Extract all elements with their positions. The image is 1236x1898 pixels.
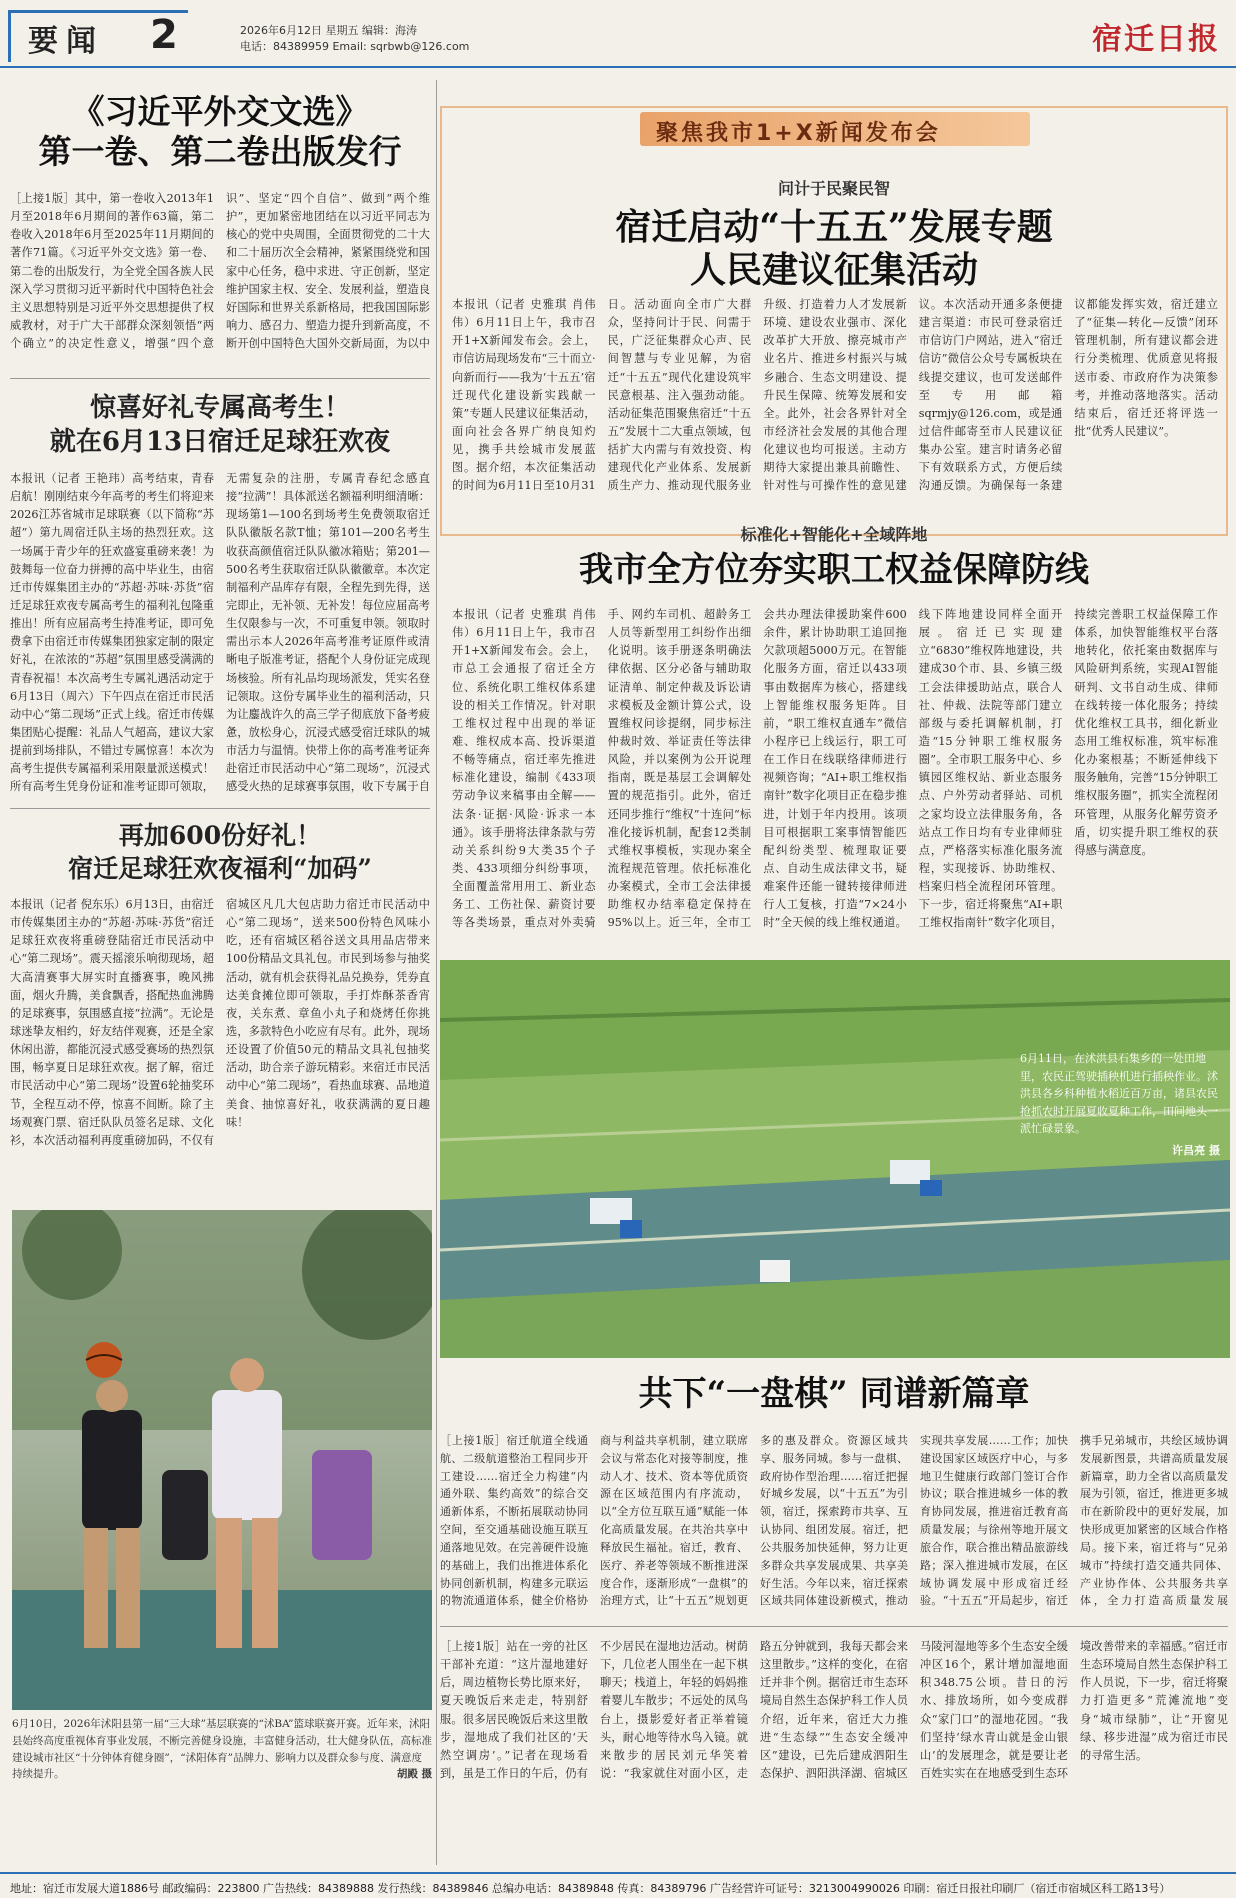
article4-title-line1: 宿迁启动“十五五”发展专题 (615, 206, 1053, 248)
article2-body: 本报讯（记者 王艳玮）高考结束，青春启航！刚刚结束今年高考的考生们将迎来2026江苏省城市足球联赛（以下简称“苏超”）第九周宿迁队主场的热烈狂欢。这一场属于青少年的狂欢盛宴重磅来袭！为鼓舞每一位奋力拼搏的高中毕业生，由宿迁市传媒集团主办的“苏超·苏味·苏货”宿迁足球狂欢夜专属高考生的福利礼包隆重推出！所有应届高考生持准考证，即可免费拿下由宿迁市传媒集团独家定制的限定好礼，在浓浓的“苏超”氛围里感受满满的青春祝福！本次高考生专属礼遇活动定于6月13日（周六）下午四点在宿迁市民活动中心“第二现场”正式上线。宿迁市传媒集团贴心提醒：礼品人气超高，建议大家提前到场排队，不错过专属惊喜！本次为高考生提供专属福利采用限量派送模式！所有高考生凭身份证和准考证即可领取，无需复杂的注册，专属青春纪念感直接“拉满”！具体派送名额福利明细清晰：现场第1—100名到场考生免费领取宿迁队队徽版名款T恤；第101—200名考生收获高颜值宿迁队队徽冰箱贴；第201—500名考生获取宿迁队队徽徽章。本次定制福利产品库存有限，全程先到先得，送完即止，无补领、无补发！每位应届高考生仅限参与一次，不可重复申领。领取时需出示本人2026年高考准考证原件或清晰电子版准考证，搭配个人身份证完成现场核验。所有礼品均现场派发，凭实名登记领取。这份专属毕业生的福利活动，只为让鏖战许久的高三学子彻底放下备考疲惫，放松身心，沉浸式感受宿迁球队的城市活力与温情。快带上你的高考准考证奔赴宿迁市民活动中心“第二现场”，沉浸式感受火热的足球赛事氛围，收下专属于自 (10, 472, 430, 794)
article5-kicker: 标准化+智能化+全域阵地 (740, 525, 928, 544)
article1-title (10, 92, 430, 171)
basketball-caption (12, 1716, 432, 1866)
column-divider (436, 80, 437, 1865)
rice-credit: 许昌亮 摄 (1172, 1143, 1220, 1157)
article6-body: ［上接1版］宿迁航道全线通航、二级航道整治工程同步开工建设……宿迁全力构建“内通外联、集约高效”的综合交通新体系，不断拓展联动协同空间，至交通基础设施互联互通落地见效。在完善硬件设施的基础上，我们出推进体系化协同创新机制，构建多元联运的物流通道体系，健全价格协商与利益共享机制，建立联席会议与常态化对接等制度，推动人才、技术、资本等优质资源在区域范围内有序流动，以“全方位互联互通”赋能一体化高质量发展。在共治共享中释放民生福祉。宿迁，教育、医疗、养老等领域不断推进深度合作，逐渐形成“一盘棋”的治理方式，让“十五五”规划更多的惠及群众。资源区域共享、服务同城。参与一盘棋、政府协作型治理……宿迁把握好城乡发展，以“十五五”为引领，宿迁，探索跨市共享、互认协同、组团发展。宿迁，把公共服务加快延伸，努力让更多群众共享发展成果、共享美好生活。今年以来，宿迁探索区域共同体建设新模式，推动实现共享发展……工作；加快建设国家区域医疗中心，与多地卫生健康行政部门签订合作协议；联合推进城乡一体的教育协同发展，推进宿迁教育高质量发展；与徐州等地开展文旅合作，联合推出精品旅游线路；深入推进城市发展，在区域协调发展中形成宿迁经验。“十五五”开局起步，宿迁携手兄弟城市，共绘区域协调发展新图景，共谱高质量发展新篇章，助力全省以高质量发展为引领，宿迁，推进更多城市在新阶段中的更好发展，加快形成更加紧密的区域合作格局。接下来，宿迁将与“兄弟城市”持续打造交通共同体、产业协作体、公共服务共享体，全力打造高质量发展 (440, 1434, 1228, 1608)
article3-title-line1: 再加600份好礼！ (118, 821, 322, 850)
article2-title (10, 392, 430, 460)
rice-caption-text: 6月11日，在沭洪县石集乡的一处田地里，农民正驾驶插秧机进行插秧作业。沭洪县各乡科种植水稻近百万亩，诸县农民抢抓农时开展夏收夏种工作，田间地头一派忙碌景象。 (1020, 1052, 1218, 1136)
article5-body: 本报讯（记者 史雅琪 肖伟伟）6月11日上午，我市召开1+X新闻发布会。会上，市总工会通报了宿迁全方位、系统化职工维权体系建设的相关工作情况。针对职工维权过程中出现的举证难、维权成本高、投诉渠道不畅等痛点，宿迁率先推进标准化建设，编制《433项劳动争议来稿事由全解——法条·证据·风险·诉求一本通》。该手册将法律条款与劳动关系纠纷9大类35个子类、433项细分纠纷事项，全面覆盖常用用工、新业态务工、工伤社保、薪资讨要等各类场景，重点对外卖骑手、网约车司机、超龄务工人员等新型用工纠纷作出细化说明。该手册逐条明确法律依据、区分必备与辅助取证清单、制定仲裁及诉讼请求模板及金额计算公式，设置维权问诊提纲，同步标注仲裁时效、举证责任等法律风险，并以案例为公开说理指南，既是基层工会调解处置的规范指引。此外，宿迁还同步推行“维权”十连问“标准化接诉机制，配套12类制式维权事模板，实现办案全流程规范管理。依托标准化办案模式，全市工会法律援助维权办结率稳定保持在95%以上。近三年，全市工会共办理法律援助案件600余件，累计协助职工追回拖欠款项超5000万元。在智能化服务方面，宿迁以433项事由数据库为核心，搭建线上智能维权服务矩阵。目前，“职工维权直通车”微信小程序已上线运行，职工可在工作日在线联络律师进行视频咨询；“AI+职工维权指南针”数字化项目正在稳步推进，计划于年内投用。该项目可根据职工案事情智能匹配纠纷类型、梳理取证要点、自动生成法律文书，疑难案件还能一键转接律师进行人工复核，打造“7×24小时”全天候的线上维权通道。线下阵地建设同样全面开展。宿迁已实现建立“6830”维权阵地建设，共建成30个市、县、乡镇三级工会法律援助站点，联合人社、仲裁、法院等部门建立部级与委托调解机制，打造“15分钟职工维权服务圈”。全市职工服务中心、乡镇园区维权站、新业态服务点、户外劳动者驿站、司机之家均设立法律服务角，各站点工作日均有专业律师驻点，严格落实标准化服务流程，实现接诉、协助维权、档案归档全流程闭环管理。下一步，宿迁将聚焦“AI+职工维权指南针”数字化项目，持续完善职工权益保障工作体系，加快智能维权平台落地转化，依托案由数据库与风险研判系统，实现AI智能研判、文书自动生成、律师在线转接一体化服务；持续优化维权工具书，细化新业态用工维权标准，筑牢标准化办案根基；不断延伸线下服务触角，完善“15分钟职工维权服务圈”，抓实全流程闭环管理，从服务化解劳资矛盾，切实提升职工维权的获得感与满意度。 (452, 608, 1218, 930)
article1-body: ［上接1版］其中，第一卷收入2013年1月至2018年6月期间的著作63篇，第二卷收入2018年6月至2025年11月期间的著作71篇。《习近平外交文选》第一卷、第二卷的出版发行，为全党全国各族人民深入学习贯彻习近平新时代中国特色社会主义思想特别是习近平外交思想提供了权威教材，对于广大干部群众深刻领悟“两个确立”的决定性意义，增强“四个意识”、坚定“四个自信”、做到“两个维护”，更加紧密地团结在以习近平同志为核心的党中央周围，全面贯彻党的二十大和二十届历次全会精神，紧紧围绕党和国家中心任务，稳中求进、守正创新，坚定维护国家主权、安全、发展利益，塑造良好国际和世界关系新格局，把我国国际影响力、感召力、塑造力提升到新高度，不断开创中国特色大国外交新局面，为以中 (10, 192, 430, 351)
section-title: 要闻 (28, 24, 104, 59)
masthead-rule (0, 66, 1236, 68)
article3-body: 本报讯（记者 倪东乐）6月13日，由宿迁市传媒集团主办的“苏超·苏味·苏货”宿迁足球狂欢夜将重磅登陆宿迁市民活动中心“第二现场”。震天摇滚乐响彻现场，超大高清赛事大屏实时直播赛事，晚风拂面，烟火升腾，美食飘香，搭配热血沸腾的足球赛事，氛围感直接“拉满”。无论是球迷挚友相约，好友结伴观赛，还是全家休闲出游，都能沉浸式感受赛场的热烈氛围，畅享夏日足球狂欢夜。据了解，宿迁市民活动中心“第二现场”设置6轮抽奖环节，全程互动不停，惊喜不间断。除了主场观赛门票、宿迁队队员签名足球、文化衫，本次活动福利再度重磅加码，不仅有宿城区凡几大包店助力宿迁市民活动中心“第二现场”，送来500份特色风味小吃，还有宿城区稻谷送文具用品店带来100份精品文具礼包。市民到场参与抽奖活动，就有机会获得礼品兑换券，凭券直达美食摊位即可领取，手打炸酥茶香宵夜，关东煮、章鱼小丸子和烧烤任你挑选，多款特色小吃应有尽有。此外，现场还设置了价值50元的精品文具礼包抽奖活动，助合亲子游玩精彩。来宿迁市民活动中心“第二现场”，看热血球赛、品地道美食、抽惊喜好礼，收获满满的夏日趣味！ (10, 898, 430, 1147)
paper-logo: 宿迁日报 (1092, 22, 1220, 57)
press-conference-banner-text: 聚焦我市1+X新闻发布会 (656, 121, 941, 146)
article7-body: ［上接1版］站在一旁的社区干部补充道：“这片湿地建好后，周边植物长势比原来好，夏天晚饭后来走走，特别舒服。很多居民晚饭后来这里散步，湿地成了我们社区的‘天然空调房’。”记者在现场看到，虽是工作日的午后，仍有不少居民在湿地边活动。树荫下，几位老人围坐在一起下棋聊天；栈道上，年轻的妈妈推着婴儿车散步；不远处的凤鸟台上，摄影爱好者正举着镜头，耐心地等待水鸟入镜。就来散步的居民刘元华笑着说：“我家就住对面小区，走路五分钟就到，我每天都会来这里散步。”这样的变化，在宿迁并非个例。据宿迁市生态环境局自然生态保护科工作人员介绍，近年来，宿迁大力推进“生态绿”“生态安全缓冲区”建设，已先后建成泗阳生态保护、泗阳洪泽湖、宿城区马陵河湿地等多个生态安全缓冲区16个，累计增加湿地面积348.75公顷。昔日的污水、排放场所，如今变成群众“家门口”的湿地花园。“我们坚持‘绿水青山就是金山银山’的发展理念，就是要让老百姓实实在在地感受到生态环境改善带来的幸福感。”宿迁市生态环境局自然生态保护科工作人员说，下一步，宿迁将聚力打造更多“荒滩流地”变身“城市绿肺”，让“开窗见绿、移步进湿”成为宿迁市民的寻常生活。 (440, 1640, 1228, 1780)
rice-caption (1020, 1050, 1220, 1200)
article1-title-line2: 第一卷、第二卷出版发行 (38, 131, 402, 171)
contact-line: 电话：84389959 Email: sqrbwb@126.com (240, 40, 470, 53)
page-number: 2 (150, 12, 178, 58)
article3-title-line2: 宿迁足球狂欢夜福利“加码” (68, 853, 372, 883)
article5-title: 我市全方位夯实职工权益保障防线 (579, 550, 1089, 590)
divider (10, 808, 430, 809)
date-line: 2026年6月12日 星期五 编辑：海涛 (240, 24, 417, 37)
article2-title-line1: 惊喜好礼专属高考生！ (89, 393, 350, 423)
divider (440, 1626, 1228, 1627)
footer: 地址：宿迁市发展大道1886号 邮政编码：223800 广告热线：84389888 发行热线：84389846 总编办电话：84389848 传真：84389796 广告经营许可证号：3213004990026 印刷：宿迁日报社印刷厂（宿迁市宿城区科工路13号） (0, 1872, 1236, 1898)
article4-kicker: 问计于民聚民智 (777, 179, 890, 198)
basketball-photo (12, 1210, 432, 1710)
article4-body: 本报讯（记者 史雅琪 肖伟伟）6月11日上午，我市召开1+X新闻发布会。会上，市信访局现场发布“三十而立·向新而行——我为‘十五五’宿迁现代化建设新实践献一策”专题人民建议征集活动，面向社会各界广纳良知灼见，携手共绘城市发展蓝图。据介绍，本次征集活动的时间为6月11日至10月31日。活动面向全市广大群众，坚持问计于民、问需于民，广泛征集群众心声、民间智慧与专业见解，为宿迁“十五五”现代化建设筑牢民意根基、注入强劲动能。活动征集范围聚焦宿迁“十五五”发展十二大重点领域，包括扩大内需与有效投资、构建现代化产业体系、发展新质生产力、推动现代服务业升级、打造着力人才发展新环境、建设农业强市、深化改革扩大开放、擦亮城市产业名片、推进乡村振兴与城乡融合、生态文明建设、提升民生保障、统筹发展和安全。此外，社会各界针对全市经济社会发展的其他合理化建议也均可报送。主动方期待大家提出兼具前瞻性、针对性与可操作性的意见建议。本次活动开通多条便捷建言渠道：市民可登录宿迁市信访门户网站，进入“宿迁信访”微信公众号专属板块在线提交建议，也可发送邮件至专用邮箱sqrmjy@126.com，或是通过信件邮寄至市人民建议征集办公室。建言时请务必留下有效联系方式，方便后续沟通反馈。为确保每一条建议都能发挥实效，宿迁建立了“征集—转化—反馈”闭环管理机制，所有建议都会进行分类梳理、优质意见将报送市委、市政府作为决策参考，并推动落地落实。活动结束后，宿迁还将评选一批“优秀人民建议”。 (452, 298, 1218, 493)
article2-title-line2: 就在6月13日宿迁足球狂欢夜 (49, 426, 391, 457)
article6-title: 共下“一盘棋” 同谱新篇章 (638, 1374, 1030, 1414)
article3-title (10, 820, 430, 885)
article4-title-line2: 人民建议征集活动 (689, 249, 978, 292)
divider (10, 378, 430, 379)
basketball-credit: 胡殿 摄 (396, 1768, 432, 1781)
masthead (0, 0, 1236, 70)
basketball-photo-image (12, 1210, 432, 1710)
article4-title (440, 206, 1228, 292)
article1-title-line1: 《习近平外交文选》 (71, 92, 369, 131)
basketball-caption-text: 6月10日，2026年沭阳县第一届“三大球”基层联赛的“沭BA”篮球联赛开赛。近年来，沭阳县始终高度重视体育事业发展，不断完善健身设施，丰富健身活动，壮大健身队伍，高标准建设城市社区“十分钟体育健身圈”，“沭阳体育”品牌力、影响力以及群众参与度、满意度持续提升。 (12, 1718, 432, 1781)
